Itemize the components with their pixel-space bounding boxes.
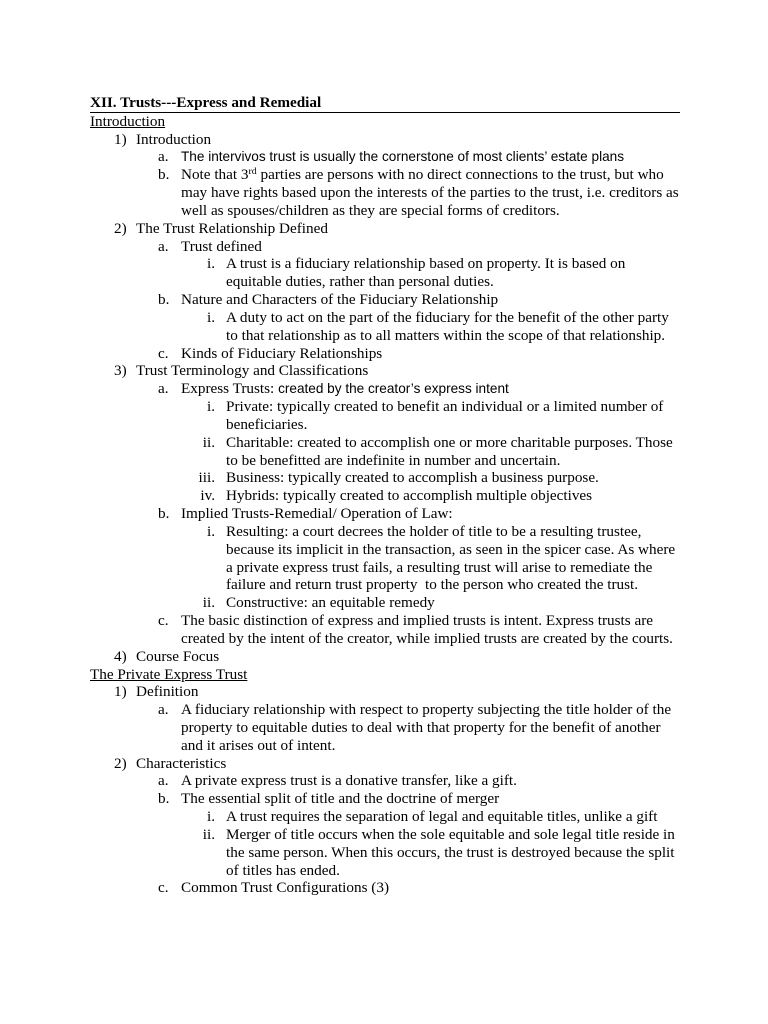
lettered-item [90,345,680,363]
item-text: to be benefitted are indefinite in number and uncertain. [226,451,561,469]
item-letter: c. [158,344,169,362]
item-letter: b. [158,291,170,309]
section-private-express-trust [90,666,680,898]
item-text [90,380,680,398]
item-numeral: iv. [200,487,215,505]
item-text: Merger of title occurs when the sole equitable and sole legal title reside in [226,825,675,843]
section-heading-text: The Private Express Trust [90,665,248,683]
item-text: Charitable: created to accomplish one or more charitable purposes. Those [226,433,673,451]
item-text: and it arises out of intent. [181,736,336,754]
item-text: Private: typically created to benefit an individual or a limited number of [226,398,664,416]
roman-item [90,808,680,826]
item-letter: c. [158,612,169,630]
item-text: A trust is a fiduciary relationship based on property. It is based on [226,255,626,273]
item-number: 1) [114,130,127,148]
item-text: Characteristics [136,754,227,772]
lettered-item [90,148,680,166]
numbered-item [90,755,680,898]
lettered-item [90,291,680,344]
lettered-item [90,612,680,648]
item-letter: a. [158,148,169,166]
numbered-item [90,683,680,754]
item-numeral: i. [206,255,215,273]
section-heading-text: Introduction [90,112,166,130]
item-numeral: i. [206,398,215,416]
lettered-item [90,166,680,219]
lettered-item [90,772,680,790]
item-text: Implied Trusts-Remedial/ Operation of Law: [181,505,453,523]
item-text: beneficiaries. [226,415,308,433]
item-numeral: ii. [202,825,215,843]
item-text: of titles has ended. [226,861,340,879]
item-text: A private express trust is a donative transfer, like a gift. [181,772,517,790]
roman-item [90,434,680,470]
item-text: Trust defined [181,237,262,255]
item-number: 3) [114,362,127,380]
lettered-item [90,790,680,879]
item-text: created by the intent of the creator, while implied trusts are created by the courts. [181,629,673,647]
item-text: Trust Terminology and Classifications [136,362,369,380]
item-numeral: i. [206,308,215,326]
item-text-part: Express Trusts: [181,380,275,398]
item-letter: a. [158,701,169,719]
numbered-item [90,648,680,666]
item-text: property to equitable duties to deal with that property for the benefit of another [181,718,661,736]
item-text: Kinds of Fiduciary Relationships [181,344,383,362]
roman-item [90,398,680,434]
item-text: Introduction [136,130,212,148]
item-text: Hybrids: typically created to accomplish multiple objectives [226,487,593,505]
item-letter: a. [158,772,169,790]
item-numeral: ii. [202,594,215,612]
item-text: The essential split of title and the doctrine of merger [181,790,500,808]
lettered-item [90,879,680,897]
lettered-item [90,505,680,612]
item-text: Business: typically created to accomplish a business purpose. [226,469,599,487]
item-text: Nature and Characters of the Fiduciary Relationship [181,291,499,309]
item-text: A duty to act on the part of the fiduciary for the benefit of the other party [226,308,669,326]
item-number: 4) [114,647,127,665]
numbered-item [90,362,680,647]
numbered-item [90,220,680,363]
item-numeral: i. [206,522,215,540]
item-text-part: Note that 3 [181,166,249,184]
item-text: failure and return trust property to the person who created the trust. [226,576,639,594]
item-text-part: parties are persons with no direct connections to the trust, but who [256,166,664,184]
item-numeral: i. [206,808,215,826]
item-text [90,166,680,184]
item-letter: b. [158,790,170,808]
item-text: may have rights based upon the interests of the parties to the trust, i.e. creditors as [181,184,679,202]
item-text: to that relationship as to all matters within the scope of that relationship. [226,326,666,344]
item-text: The basic distinction of express and implied trusts is intent. Express trusts are [181,612,653,630]
roman-item [90,594,680,612]
item-text: A trust requires the separation of legal and equitable titles, unlike a gift [226,808,658,826]
item-text: well as spouses/children as they are special forms of creditors. [181,201,560,219]
roman-item [90,255,680,291]
roman-item [90,523,680,594]
item-text: The Trust Relationship Defined [136,219,328,237]
section-heading [90,666,680,684]
item-text: Definition [136,683,199,701]
lettered-item [90,238,680,291]
item-numeral: ii. [202,433,215,451]
item-text: the same person. When this occurs, the trust is destroyed because the split [226,843,675,861]
document-body [90,94,680,897]
item-text: The intervivos trust is usually the cornerstone of most clients’ estate plans [181,149,625,165]
item-number: 1) [114,683,127,701]
item-letter: c. [158,879,169,897]
item-number: 2) [114,754,127,772]
lettered-item [90,380,680,505]
item-numeral: iii. [198,469,215,487]
document-title: XII. Trusts---Express and Remedial [90,94,680,113]
item-number: 2) [114,219,127,237]
roman-item [90,309,680,345]
item-letter: a. [158,237,169,255]
lettered-item [90,701,680,754]
item-note: created by the creator’s express intent [278,381,509,397]
item-text: because its implicit in the transaction, as seen in the spicer case. As where [226,540,676,558]
item-text: a private express trust fails, a resulting trust will arise to remediate the [226,558,653,576]
item-letter: b. [158,505,170,523]
numbered-item [90,131,680,220]
item-letter: b. [158,166,170,184]
item-text: Constructive: an equitable remedy [226,594,435,612]
item-text: Resulting: a court decrees the holder of title to be a resulting trustee, [226,522,642,540]
ordinal-superscript: rd [248,166,257,178]
roman-item [90,469,680,487]
item-text: equitable duties, rather than personal duties. [226,273,494,291]
item-text: Course Focus [136,647,220,665]
section-introduction [90,113,680,666]
item-text: Common Trust Configurations (3) [181,879,390,897]
item-text: A fiduciary relationship with respect to property subjecting the title holder of the [181,701,672,719]
section-heading [90,113,680,131]
roman-item [90,487,680,505]
item-letter: a. [158,380,169,398]
roman-item [90,826,680,879]
